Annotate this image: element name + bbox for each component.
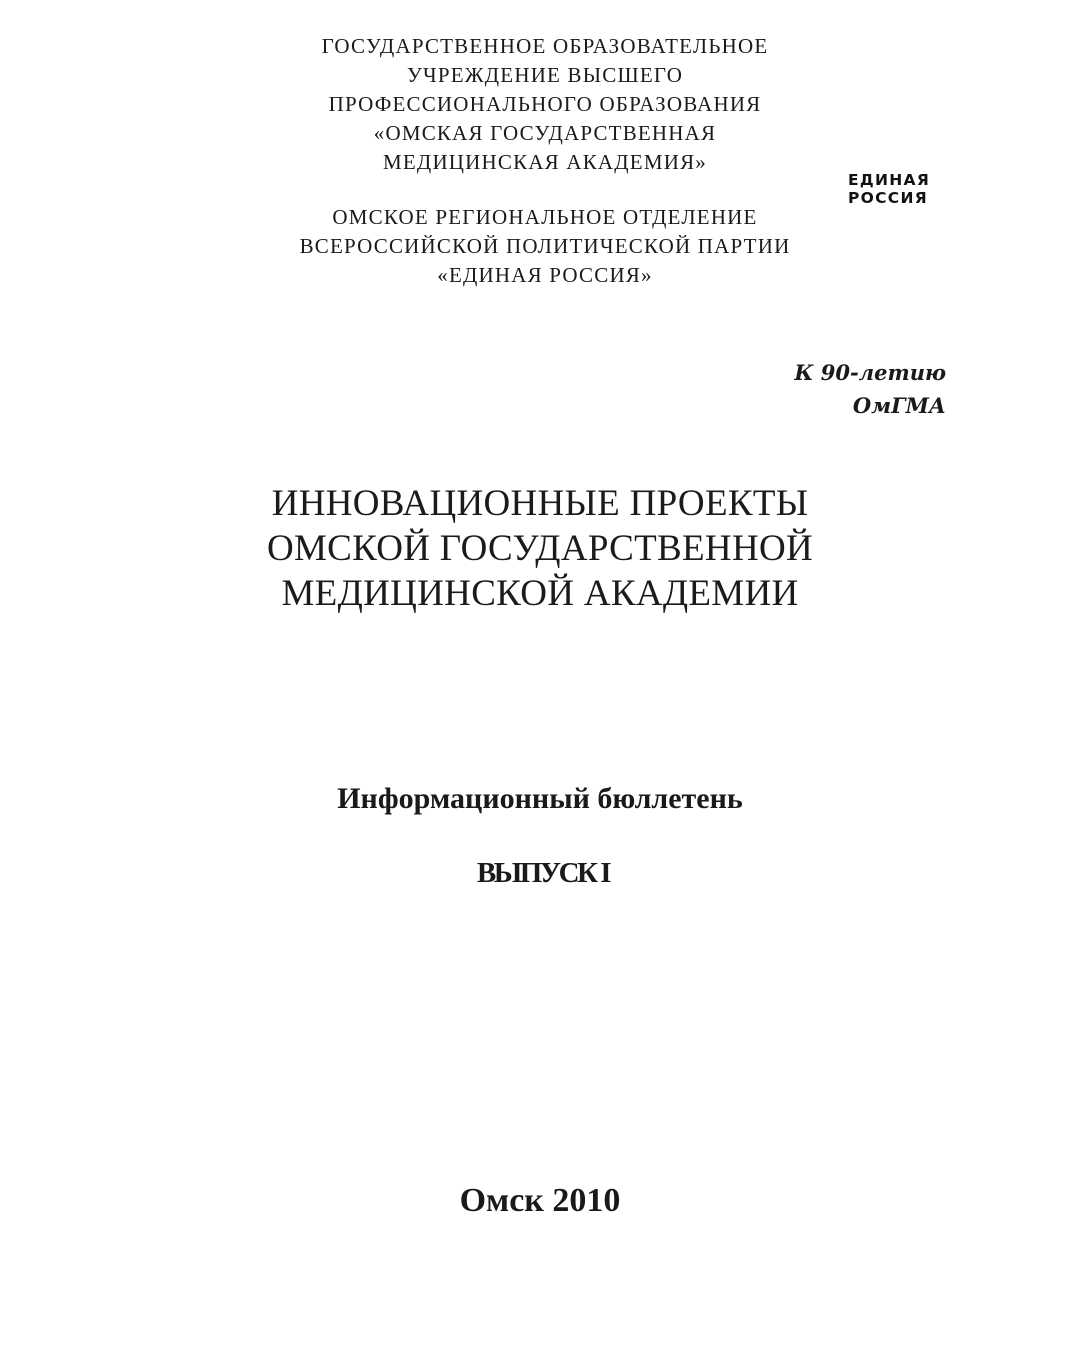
party-line: ВСЕРОССИЙСКОЙ ПОЛИТИЧЕСКОЙ ПАРТИИ (299, 234, 791, 258)
party-line: «ЕДИНАЯ РОССИЯ» (437, 263, 653, 287)
party-logo (848, 171, 930, 207)
issue-number: ВЫПУСК I (476, 857, 610, 889)
document-title (0, 481, 1074, 616)
party-line: ОМСКОЕ РЕГИОНАЛЬНОЕ ОТДЕЛЕНИЕ (332, 205, 758, 229)
party-logo-line: РОССИЯ (848, 189, 928, 207)
institution-name (0, 32, 1074, 177)
title-line: ОМСКОЙ ГОСУДАРСТВЕННОЙ (266, 528, 814, 569)
institution-line: МЕДИЦИНСКАЯ АКАДЕМИЯ» (383, 150, 707, 174)
anniversary-line: К 90-летию (794, 360, 946, 385)
title-line: МЕДИЦИНСКОЙ АКАДЕМИИ (281, 573, 799, 614)
title-line: ИННОВАЦИОННЫЕ ПРОЕКТЫ (271, 483, 809, 524)
institution-line: «ОМСКАЯ ГОСУДАРСТВЕННАЯ (373, 121, 717, 145)
party-logo-line: ЕДИНАЯ (848, 171, 931, 189)
institution-line: ГОСУДАРСТВЕННОЕ ОБРАЗОВАТЕЛЬНОЕ (321, 34, 769, 58)
institution-line: УЧРЕЖДЕНИЕ ВЫСШЕГО (406, 63, 684, 87)
party-department-name (0, 203, 1074, 290)
anniversary-note (794, 356, 946, 422)
anniversary-line: ОмГМА (852, 393, 946, 418)
place-and-year: Омск 2010 (459, 1182, 621, 1219)
institution-line: ПРОФЕССИОНАЛЬНОГО ОБРАЗОВАНИЯ (328, 92, 762, 116)
document-subtitle: Информационный бюллетень (337, 782, 743, 815)
